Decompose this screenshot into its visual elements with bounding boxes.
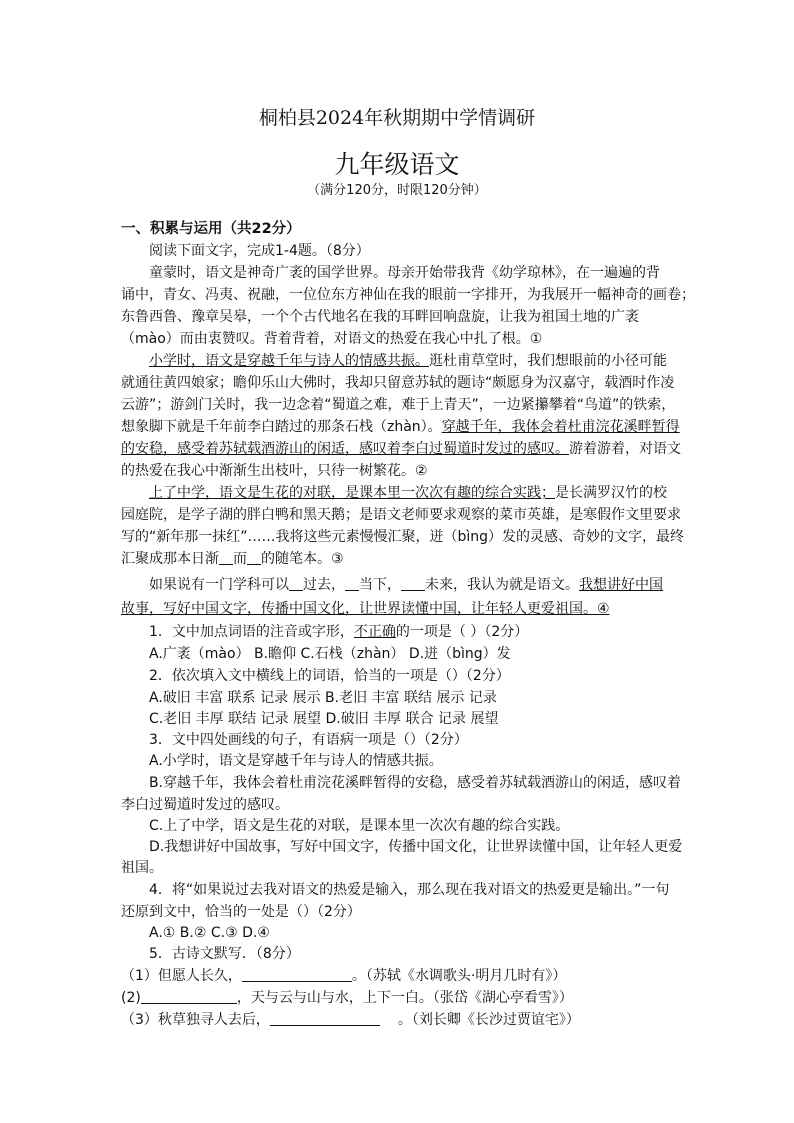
text-span: （mào）而由衷赞叹。背着背着，对语文的热爱在我心中扎了根。① xyxy=(121,331,543,347)
answer-blank[interactable] xyxy=(141,989,237,1004)
text-span: A.① B.② C.③ D.④ xyxy=(149,925,270,941)
underlined-sentence-4: 我想讲好中国 xyxy=(579,577,663,593)
passage-line xyxy=(121,416,681,438)
text-span: 逛杜甫草堂时，我们想眼前的小径可能 xyxy=(429,353,667,369)
question-3-option-d-cont xyxy=(121,857,681,879)
text-span: 东鲁西鲁、豫章吴皋，一个个古代地名在我的耳畔回响盘旋，让我为祖国土地的广袤 xyxy=(121,309,639,325)
poem-item-1 xyxy=(121,965,681,987)
text-span: 写的“新年那一抹红”……我将这些元素慢慢汇聚，迸（bìng）发的灵感、奇妙的文字，最终 xyxy=(121,529,685,545)
text-span: 过去， xyxy=(303,577,345,593)
question-3-option-b xyxy=(121,772,709,794)
passage-line xyxy=(121,284,695,306)
passage-line xyxy=(121,262,709,284)
passage-line xyxy=(121,438,681,460)
text-span: 的随笔本。③ xyxy=(261,551,344,567)
exam-info: （满分120分，时限120分钟） xyxy=(307,183,487,198)
text-span: 诵中，青女、冯夷、祝融，一位位东方神仙在我的眼前一字排开，为我展开一幅神奇的画卷； xyxy=(121,287,695,303)
question-3-option-c xyxy=(121,815,709,837)
text-span: 5．古诗文默写．（8分） xyxy=(149,946,300,962)
question-4-cont xyxy=(121,901,681,923)
passage-line xyxy=(121,460,681,482)
underlined-sentence-3: 上了中学，语文是生花的对联，是课本里一次次有趣的综合实践； xyxy=(149,485,555,501)
text-span: A.广袤（mào） B.瞻仰 C.石栈（zhàn） D.迸（bìng）发 xyxy=(149,646,511,662)
text-span: 4．将“如果说过去我对语文的热爱是输入，那么现在我对语文的热爱更是输出。”一句 xyxy=(149,882,670,898)
text-span: 2．依次填入文中横线上的词语，恰当的一项是（）（2分） xyxy=(149,668,510,684)
passage-line xyxy=(121,350,709,372)
poem-item-3 xyxy=(121,1009,681,1031)
text-span: 。（苏轼《水调歌头·明月几时有》） xyxy=(351,968,567,984)
instruction-line xyxy=(121,240,709,262)
exam-title: 桐柏县2024年秋期期中学情调研 xyxy=(258,107,536,129)
fill-blank[interactable] xyxy=(289,576,303,591)
question-3-option-d xyxy=(121,836,709,858)
text-span: 游着游着，对语文 xyxy=(569,441,681,457)
question-2 xyxy=(121,665,709,687)
text-span: 祖国。 xyxy=(121,860,163,876)
text-span: 园庭院，是学子湖的胖白鸭和黑天鹅；是语文老师要求观察的菜市英雄，是寒假作文里要求 xyxy=(121,507,681,523)
question-3-option-a xyxy=(121,750,709,772)
text-span: 是长满罗汉竹的校 xyxy=(555,485,667,501)
question-1-options xyxy=(121,643,709,665)
text-span: A.小学时，语文是穿越千年与诗人的情感共振。 xyxy=(149,753,443,769)
text-span: 阅读下面文字，完成1-4题。（8分） xyxy=(149,243,370,259)
text-span: 云游”；游剑门关时，我一边念着“蜀道之难，难于上青天”，一边紧攥攀着“鸟道”的铁索， xyxy=(121,397,676,413)
section-heading: 一、积累与运用（共22分） xyxy=(121,221,301,237)
text-span: C.上了中学，语文是生花的对联，是课本里一次次有趣的综合实践。 xyxy=(149,818,570,834)
text-span: ，天与云与山与水，上下一白。（张岱《湖心亭看雪》） xyxy=(236,990,573,1006)
text-span: 汇聚成那本日渐 xyxy=(121,551,219,567)
text-span: 想象脚下就是千年前李白踏过的那条石栈（zhàn）。 xyxy=(121,419,442,435)
question-1 xyxy=(121,621,709,643)
passage-line xyxy=(121,598,681,620)
passage-line xyxy=(121,504,681,526)
answer-blank[interactable] xyxy=(270,1011,380,1026)
underlined-sentence-1: 小学时，语文是穿越千年与诗人的情感共振。 xyxy=(149,353,429,369)
passage-line xyxy=(121,328,681,350)
passage-line xyxy=(121,548,681,570)
text-span: C.老旧 丰厚 联结 记录 展望 D.破旧 丰厚 联合 记录 展望 xyxy=(149,711,499,727)
question-2-options xyxy=(121,708,709,730)
text-span: 当下， xyxy=(359,577,401,593)
text-span: 。（刘长卿《长沙过贾谊宅》） xyxy=(397,1012,580,1028)
text-span: A.破旧 丰富 联系 记录 展示 B.老旧 丰富 联结 展示 记录 xyxy=(149,690,497,706)
text-span: （1）但愿人长久， xyxy=(121,968,242,984)
passage-line xyxy=(121,526,685,548)
emphasis-text: 不正确 xyxy=(353,624,396,640)
text-span: 的热爱在我心中渐渐生出枝叶，只待一树繁花。② xyxy=(121,463,428,479)
passage-line xyxy=(121,372,681,394)
text-span: 如果说有一门学科可以 xyxy=(149,577,289,593)
text-span: 还原到文中，恰当的一处是（）（2分） xyxy=(121,904,361,920)
fill-blank[interactable] xyxy=(401,576,425,591)
passage-line xyxy=(121,482,709,504)
text-span: 李白过蜀道时发过的感叹。 xyxy=(121,797,289,813)
question-3-option-b-cont xyxy=(121,794,681,816)
subject-title: 九年级语文 xyxy=(334,150,460,179)
question-4 xyxy=(121,879,709,901)
text-span: B.穿越千年，我体会着杜甫浣花溪畔暂得的安稳，感受着苏轼载酒游山的闲适，感叹着 xyxy=(149,775,682,791)
passage-line xyxy=(121,574,709,596)
passage-line xyxy=(121,394,681,416)
underlined-sentence-2: 穿越千年，我体会着杜甫浣花溪畔暂得 xyxy=(441,419,680,435)
question-4-options xyxy=(121,922,709,944)
fill-blank[interactable] xyxy=(345,576,359,591)
text-span: 童蒙时，语文是神奇广袤的国学世界。母亲开始带我背《幼学琼林》，在一遍遍的背 xyxy=(149,265,660,281)
text-span: 就通往黄四娘家；瞻仰乐山大佛时，我却只留意苏轼的题诗“颇愿身为汉嘉守，载酒时作凌 xyxy=(121,375,675,391)
poem-item-2 xyxy=(121,987,681,1009)
text-span: 未来，我认为就是语文。 xyxy=(425,577,579,593)
text-span: D.我想讲好中国故事，写好中国文字，传播中国文化，让世界读懂中国，让年轻人更爱 xyxy=(149,839,683,855)
fill-blank[interactable] xyxy=(247,550,261,565)
underlined-sentence-2-cont: 的安稳，感受着苏轼载酒游山的闲适，感叹着李白过蜀道时发过的感叹。 xyxy=(121,441,569,457)
text-span: 3．文中四处画线的句子，有语病一项是（）（2分） xyxy=(149,732,468,748)
question-2-options xyxy=(121,687,709,709)
text-span: 1．文中加点词语的注音或字形， xyxy=(149,624,354,640)
underlined-sentence-4-cont: 故事，写好中国文字，传播中国文化，让世界读懂中国，让年轻人更爱祖国。④ xyxy=(121,601,610,617)
text-span: 的一项是（ ）（2分） xyxy=(395,624,529,640)
text-span: (2) xyxy=(121,990,141,1006)
passage-line xyxy=(121,306,681,328)
question-5 xyxy=(121,943,709,965)
question-3 xyxy=(121,729,709,751)
fill-blank[interactable] xyxy=(219,550,233,565)
text-span: 而 xyxy=(233,551,247,567)
answer-blank[interactable] xyxy=(242,967,352,982)
text-span: （3）秋草独寻人去后， xyxy=(121,1012,270,1028)
